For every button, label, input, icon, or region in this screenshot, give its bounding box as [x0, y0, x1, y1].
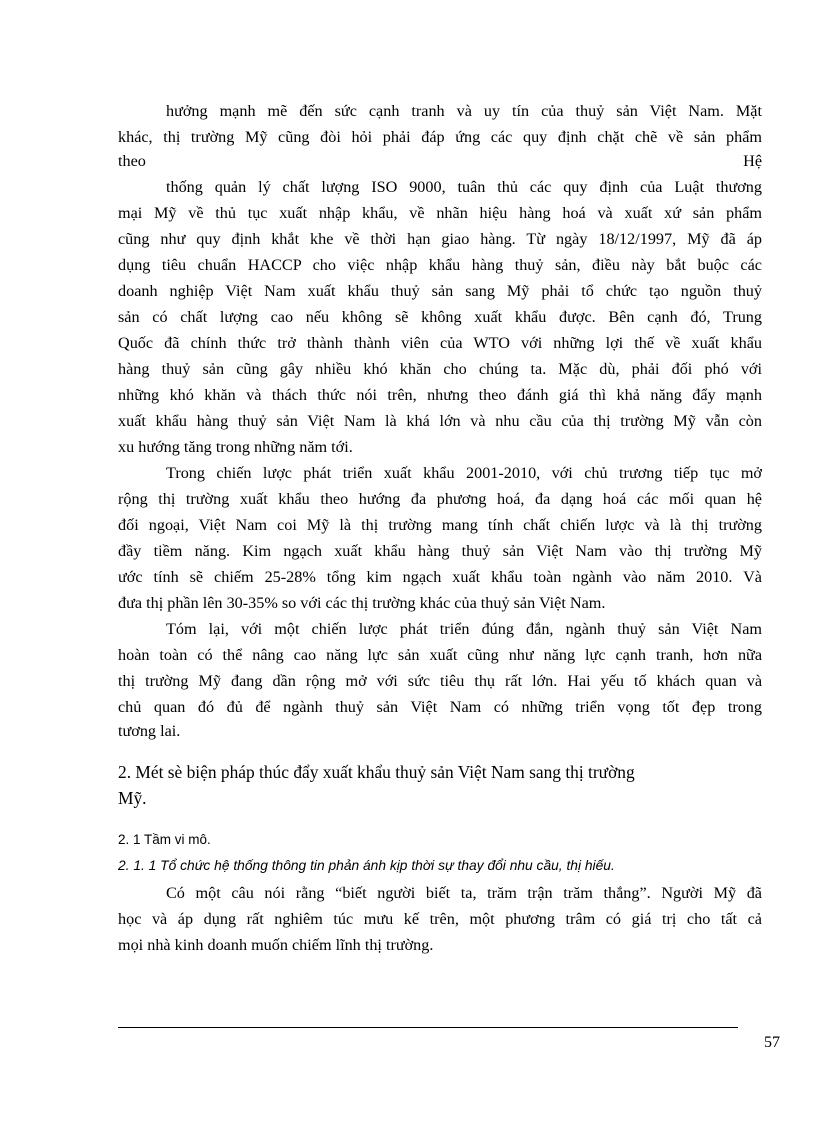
paragraph-line: doanh nghiệp Việt Nam xuất khẩu thuỷ sản sang Mỹ phải tổ chức tạo nguồn thuỷ [118, 282, 762, 300]
paragraph-line: đưa thị phần lên 30-35% so với các thị trường khác của thuỷ sản Việt Nam. [118, 594, 606, 612]
paragraph-line: rộng thị trường xuất khẩu theo hướng đa phương hoá, đa dạng hoá các mối quan hệ [118, 490, 762, 508]
paragraph-line: sản có chất lượng cao nếu không sẽ không xuất khẩu được. Bên cạnh đó, Trung [118, 308, 762, 326]
paragraph-line: khác, thị trường Mỹ cũng đòi hỏi phải đáp ứng các quy định chặt chẽ về sản phẩm [118, 128, 762, 146]
paragraph-line: những khó khăn và thách thức nói trên, nhưng theo đánh giá thì khả năng đẩy mạnh [118, 386, 762, 404]
paragraph-line: đầy tiềm năng. Kim ngạch xuất khẩu hàng thuỷ sản Việt Nam vào thị trường Mỹ [118, 542, 762, 560]
paragraph-line: mại Mỹ về thủ tục xuất nhập khẩu, về nhãn hiệu hàng hoá và xuất xứ sản phẩm [118, 204, 762, 222]
paragraph-line: mọi nhà kinh doanh muốn chiếm lĩnh thị trường. [118, 936, 434, 954]
paragraph-line: Trong chiến lược phát triển xuất khẩu 2001-2010, với chủ trương tiếp tục mở [166, 464, 762, 482]
paragraph-line: hưởng mạnh mẽ đến sức cạnh tranh và uy tín của thuỷ sản Việt Nam. Mặt [166, 102, 762, 120]
paragraph-line: ước tính sẽ chiếm 25-28% tổng kim ngạch xuất khẩu toàn ngành vào năm 2010. Và [118, 568, 762, 586]
section-heading: Mỹ. [118, 788, 147, 808]
paragraph-word: theo [118, 152, 146, 170]
paragraph-line: đối ngoại, Việt Nam coi Mỹ là thị trường mang tính chất chiến lược và là thị trường [118, 516, 762, 534]
paragraph-line: dụng tiêu chuẩn HACCP cho việc nhập khẩu hàng thuỷ sản, điều này bắt buộc các [118, 256, 762, 274]
subsubsection-heading: 2. 1. 1 Tổ chức hệ thống thông tin phản ánh kịp thời sự thay đổi nhu cầu, thị hiếu. [118, 858, 615, 873]
paragraph-line: cũng như quy định khắt khe về thời hạn giao hàng. Từ ngày 18/12/1997, Mỹ đã áp [118, 230, 762, 248]
page-number: 57 [764, 1034, 780, 1051]
paragraph-line: Tóm lại, với một chiến lược phát triển đúng đắn, ngành thuỷ sản Việt Nam [166, 620, 762, 638]
paragraph-line: xu hướng tăng trong những năm tới. [118, 438, 353, 456]
paragraph-line: Quốc đã chính thức trở thành thành viên của WTO với những lợi thế về xuất khẩu [118, 334, 762, 352]
paragraph-line: chủ quan đó đủ để ngành thuỷ sản Việt Nam có những triển vọng tốt đẹp trong [118, 698, 762, 716]
paragraph-line: hàng thuỷ sản cũng gây nhiều khó khăn cho chúng ta. Mặc dù, phải đối phó với [118, 360, 762, 378]
section-heading: 2. Mét sè biện pháp thúc đẩy xuất khẩu thuỷ sản Việt Nam sang thị trường [118, 762, 635, 782]
paragraph-line: thống quản lý chất lượng ISO 9000, tuân thủ các quy định của Luật thương [166, 178, 762, 196]
paragraph-line: tương lai. [118, 722, 181, 740]
subsection-heading: 2. 1 Tầm vi mô. [118, 832, 211, 847]
footer-rule [118, 1027, 738, 1028]
paragraph-line: học và áp dụng rất nghiêm túc mưu kế trên, một phương trâm có giá trị cho tất cả [118, 910, 762, 928]
paragraph-line [118, 148, 762, 174]
paragraph-word: Hệ [743, 152, 762, 170]
paragraph-line: Có một câu nói rằng “biết người biết ta, trăm trận trăm thắng”. Người Mỹ đã [166, 884, 762, 902]
paragraph-line: xuất khẩu hàng thuỷ sản Việt Nam là khá lớn và nhu cầu của thị trường Mỹ vẫn còn [118, 412, 762, 430]
paragraph-line: thị trường Mỹ đang dần rộng mở với sức tiêu thụ rất lớn. Hai yếu tố khách quan và [118, 672, 762, 690]
paragraph-line: hoàn toàn có thể nâng cao năng lực sản xuất cũng như năng lực cạnh tranh, hơn nữa [118, 646, 762, 664]
